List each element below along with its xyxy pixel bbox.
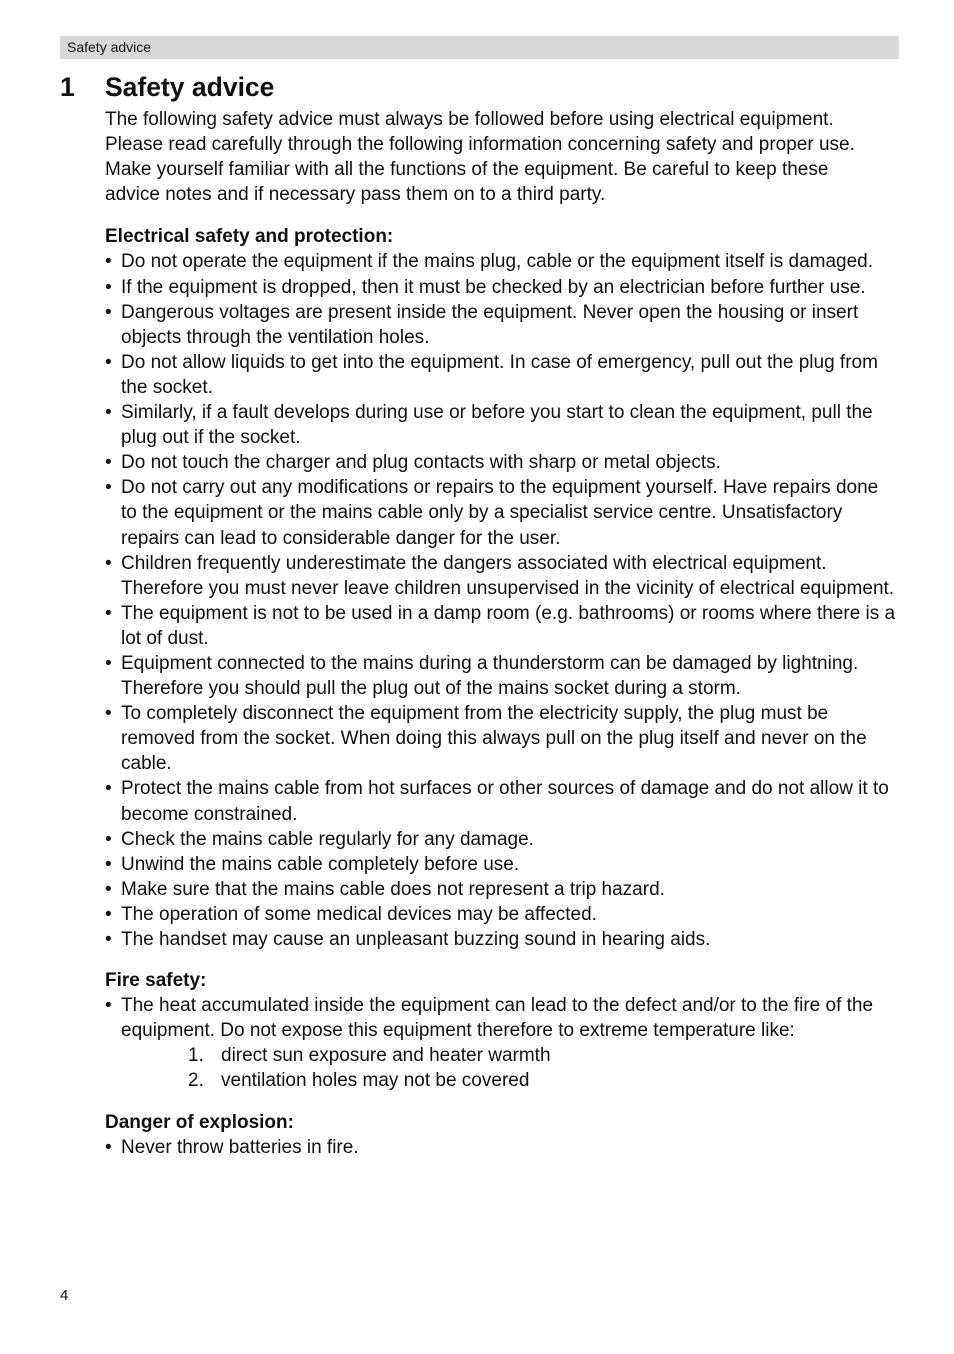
list-item: • Unwind the mains cable completely before use. — [105, 852, 899, 877]
intro-line: Please read carefully through the following information concerning safety and proper use. — [105, 134, 855, 156]
intro-line: Make yourself familiar with all the functions of the equipment. Be careful to keep these — [105, 159, 829, 181]
explosion-danger-heading: Danger of explosion: — [105, 1111, 294, 1133]
numbered-item-text: direct sun exposure and heater warmth — [221, 1045, 551, 1067]
list-item: • Dangerous voltages are present inside the equipment. Never open the housing or insert objects through the ventilation holes. — [105, 300, 899, 350]
list-item: • Check the mains cable regularly for any damage. — [105, 827, 899, 852]
running-header-label: Safety advice — [67, 39, 152, 55]
list-item: • Similarly, if a fault develops during use or before you start to clean the equipment, pull the plug out if the socket. — [105, 400, 899, 450]
intro-line: advice notes and if necessary pass them on to a third party. — [105, 184, 606, 206]
electrical-safety-heading: Electrical safety and protection: — [105, 226, 394, 248]
numbered-item-marker: 2. — [188, 1070, 204, 1092]
list-item: • The operation of some medical devices may be affected. — [105, 902, 899, 927]
section-spacer — [105, 1094, 899, 1110]
running-header — [60, 36, 899, 59]
main-content — [105, 107, 899, 1160]
intro-paragraph — [105, 107, 899, 207]
list-item: • The heat accumulated inside the equipment can lead to the defect and/or to the fire of the equipment. Do not expose this equipment therefore to extreme temperature like: — [105, 993, 899, 1043]
page-number: 4 — [60, 1287, 69, 1304]
list-item: • Do not carry out any modifications or repairs to the equipment yourself. Have repairs done to the equipment or the mains cable only by a specialist service centre. Unsatisfactory repairs can lead to considerable danger for the user. — [105, 475, 899, 550]
fire-safety-heading: Fire safety: — [105, 970, 207, 992]
list-item: • Do not operate the equipment if the mains plug, cable or the equipment itself is damaged. — [105, 249, 899, 274]
chapter-title: Safety advice — [105, 72, 275, 102]
fire-safety-sublist — [105, 1043, 899, 1093]
list-item: • Do not allow liquids to get into the equipment. In case of emergency, pull out the plug from the socket. — [105, 350, 899, 400]
numbered-item — [188, 1043, 899, 1068]
list-item: • Never throw batteries in fire. — [105, 1135, 899, 1160]
list-item: • Children frequently underestimate the dangers associated with electrical equipment. Therefore you must never leave children unsupervised in the vicinity of electrical equipment. — [105, 551, 899, 601]
list-item: • Equipment connected to the mains during a thunderstorm can be damaged by lightning. Therefore you should pull the plug out of the mains socket during a storm. — [105, 651, 899, 701]
numbered-item — [188, 1068, 899, 1093]
list-item: • Protect the mains cable from hot surfaces or other sources of damage and do not allow it to become constrained. — [105, 776, 899, 826]
explosion-danger-list — [105, 1135, 899, 1160]
numbered-item-marker: 1. — [188, 1045, 204, 1067]
fire-safety-list — [105, 993, 899, 1043]
list-item: • The handset may cause an unpleasant buzzing sound in hearing aids. — [105, 927, 899, 952]
intro-line: The following safety advice must always be followed before using electrical equipment. — [105, 109, 834, 130]
electrical-safety-list — [105, 249, 899, 952]
numbered-item-text: ventilation holes may not be covered — [221, 1070, 530, 1092]
list-item: • Do not touch the charger and plug contacts with sharp or metal objects. — [105, 450, 899, 475]
list-item: • Make sure that the mains cable does not represent a trip hazard. — [105, 877, 899, 902]
list-item: • To completely disconnect the equipment from the electricity supply, the plug must be removed from the socket. When doing this always pull on the plug itself and never on the cable. — [105, 701, 899, 776]
list-item: • The equipment is not to be used in a damp room (e.g. bathrooms) or rooms where there is a lot of dust. — [105, 601, 899, 651]
chapter-number: 1 — [60, 72, 75, 102]
list-item: • If the equipment is dropped, then it must be checked by an electrician before further use. — [105, 275, 899, 300]
section-spacer — [105, 952, 899, 968]
